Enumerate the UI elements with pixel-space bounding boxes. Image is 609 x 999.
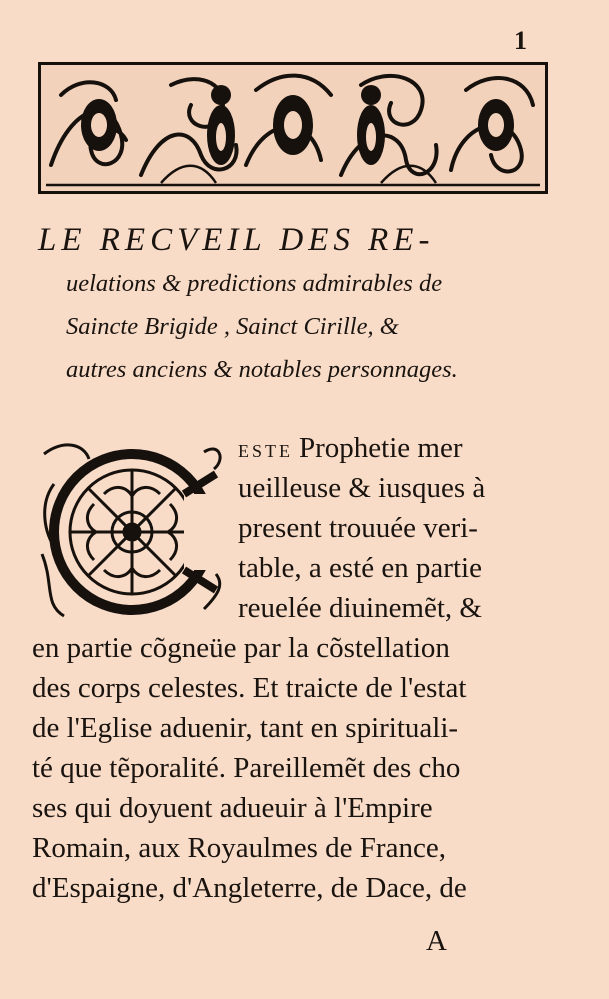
- body-text: [32, 428, 550, 908]
- text-line: té que tẽporalité. Pareillemẽt des cho: [32, 752, 461, 784]
- signature-mark: A: [426, 925, 447, 957]
- title-line: autres anciens & notables personnages.: [66, 356, 458, 383]
- text-line-first: [32, 428, 550, 468]
- text-line: en partie cõgneüe par la cõstellation: [32, 632, 450, 664]
- title-heading: LE RECVEIL DES RE-: [38, 222, 435, 258]
- title-line: Saincte Brigide , Sainct Cirille, &: [66, 313, 399, 340]
- ornamental-headpiece: [38, 62, 548, 194]
- first-line-rest: Prophetie mer: [299, 432, 463, 464]
- text-line: des corps celestes. Et traicte de l'estat: [32, 672, 467, 704]
- title-line: uelations & predictions admirables de: [66, 270, 443, 297]
- first-word: ESTE: [238, 441, 293, 461]
- text-line: ses qui doyuent adueuir à l'Empire: [32, 792, 433, 824]
- text-line: Romain, aux Royaulmes de France,: [32, 832, 446, 864]
- text-line: table, a esté en partie: [238, 552, 482, 584]
- page-number: 1: [514, 26, 527, 55]
- ornamental-woodcut-icon: [41, 65, 545, 191]
- title-block: [38, 218, 558, 391]
- text-line: ueilleuse & iusques à: [238, 472, 486, 504]
- text-line: reuelée diuinemẽt, &: [238, 592, 482, 624]
- text-line: present trouuée veri-: [238, 512, 478, 544]
- text-line: d'Espaigne, d'Angleterre, de Dace, de: [32, 872, 467, 904]
- text-line: de l'Eglise aduenir, tant en spirituali-: [32, 712, 459, 744]
